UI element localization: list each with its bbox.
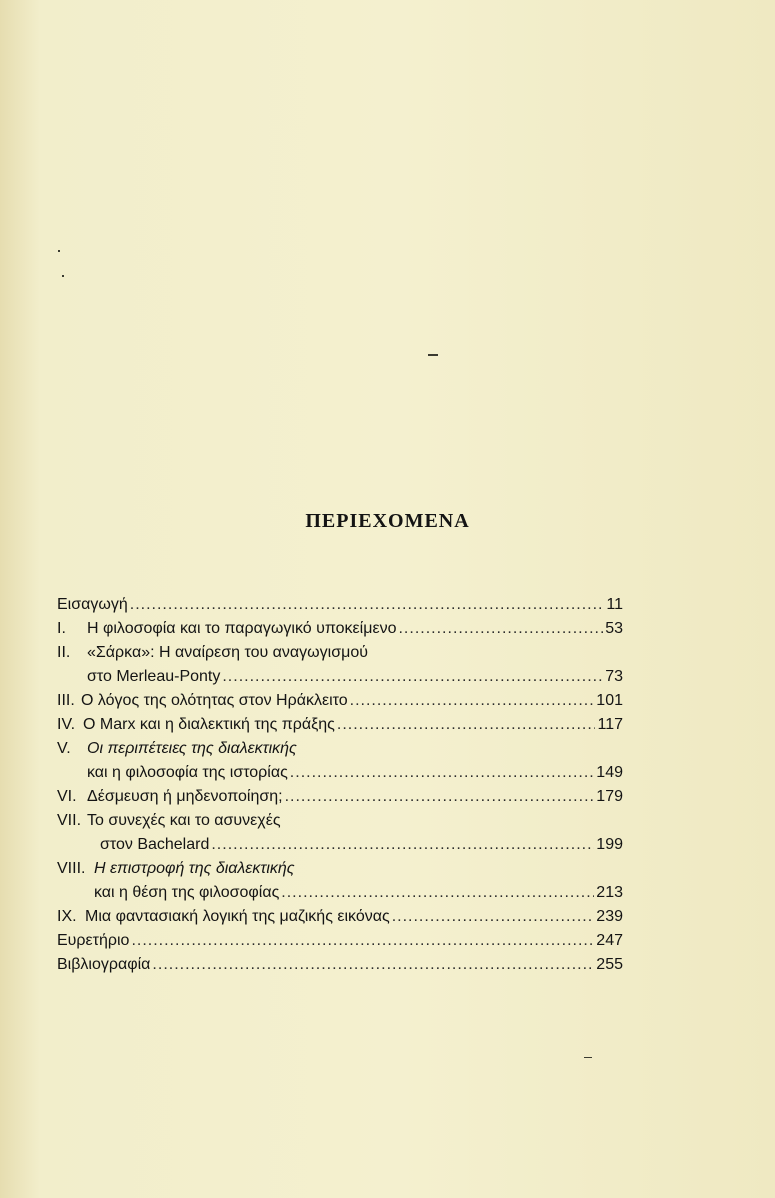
toc-entry-bibliography[interactable] [57,954,623,976]
toc-page-number: 239 [596,908,623,925]
toc-label: Ευρετήριο [57,932,130,949]
toc-label: Το συνεχές και το ασυνεχές [87,812,281,829]
toc-label: Δέσμευση ή μηδενοποίηση; [87,788,283,805]
toc-entry-chapter-8[interactable] [57,858,623,880]
toc-page-number: 53 [605,620,623,637]
toc-label: Η επιστροφή της διαλεκτικής [94,860,295,877]
toc-label: Εισαγωγή [57,596,128,613]
toc-chapter-number: II. [57,644,71,661]
toc-page-number: 255 [596,956,623,973]
toc-label: «Σάρκα»: Η αναίρεση του αναγωγισμού [87,644,368,661]
toc-chapter-number: VIII. [57,860,86,877]
toc-leader-dots [337,714,596,736]
page-speck [584,1057,592,1058]
toc-leader-dots [350,690,595,712]
toc-chapter-number: V. [57,740,71,757]
toc-leader-dots [152,954,594,976]
toc-page-number: 247 [596,932,623,949]
toc-label: Μια φαντασιακή λογική της μαζικής εικόνας [85,908,390,925]
toc-label: Η φιλοσοφία και το παραγωγικό υποκείμενο [87,620,397,637]
toc-entry-chapter-5-cont[interactable] [57,762,623,784]
toc-entry-index[interactable] [57,930,623,952]
toc-label: Οι περιπέτειες της διαλεκτικής [87,740,297,757]
toc-page-number: 199 [596,836,623,853]
toc-chapter-number: VI. [57,788,77,805]
toc-page-number: 101 [596,692,623,709]
toc-entry-chapter-7-cont[interactable] [57,834,623,856]
toc-chapter-number: VII. [57,812,82,829]
toc-leader-dots [130,594,605,616]
toc-chapter-number: IV. [57,716,76,733]
toc-label: και η φιλοσοφία της ιστορίας [87,764,288,781]
toc-entry-chapter-2-cont[interactable] [57,666,623,688]
toc-leader-dots [392,906,595,928]
toc-page-number: 149 [596,764,623,781]
toc-label: Ο λόγος της ολότητας στον Ηράκλειτο [81,692,348,709]
page-title: ΠΕΡΙΕΧΟΜΕΝΑ [305,510,470,532]
toc-label: Βιβλιογραφία [57,956,151,973]
toc-entry-chapter-2[interactable] [57,642,623,664]
toc-entry-intro[interactable] [57,594,623,616]
toc-entry-chapter-3[interactable] [57,690,623,712]
toc-page-number: 73 [605,668,623,685]
toc-leader-dots [285,786,595,808]
toc-page-number: 179 [596,788,623,805]
toc-entry-chapter-4[interactable] [57,714,623,736]
toc-entry-chapter-9[interactable] [57,906,623,928]
toc-chapter-number: IX. [57,908,77,925]
page-speck [58,250,60,252]
toc-entry-chapter-5[interactable] [57,738,623,760]
toc-page-number: 117 [597,716,623,733]
toc-leader-dots [398,618,603,640]
toc-entry-chapter-7[interactable] [57,810,623,832]
toc-entry-chapter-6[interactable] [57,786,623,808]
page-speck [428,354,438,356]
toc-entry-chapter-1[interactable] [57,618,623,640]
toc-page-number: 213 [596,884,623,901]
toc-leader-dots [131,930,594,952]
toc-chapter-number: III. [57,692,75,709]
page-speck [62,275,64,277]
toc-label: στο Merleau-Ponty [87,668,221,685]
toc-leader-dots [211,834,594,856]
toc-leader-dots [222,666,603,688]
toc-label: στον Bachelard [100,836,210,853]
toc-chapter-number: I. [57,620,66,637]
toc-entry-chapter-8-cont[interactable] [57,882,623,904]
toc-page-number: 11 [606,596,623,613]
toc-leader-dots [290,762,595,784]
toc-leader-dots [281,882,594,904]
toc-label: και η θέση της φιλοσοφίας [94,884,280,901]
toc-label: Ο Marx και η διαλεκτική της πράξης [83,716,335,733]
